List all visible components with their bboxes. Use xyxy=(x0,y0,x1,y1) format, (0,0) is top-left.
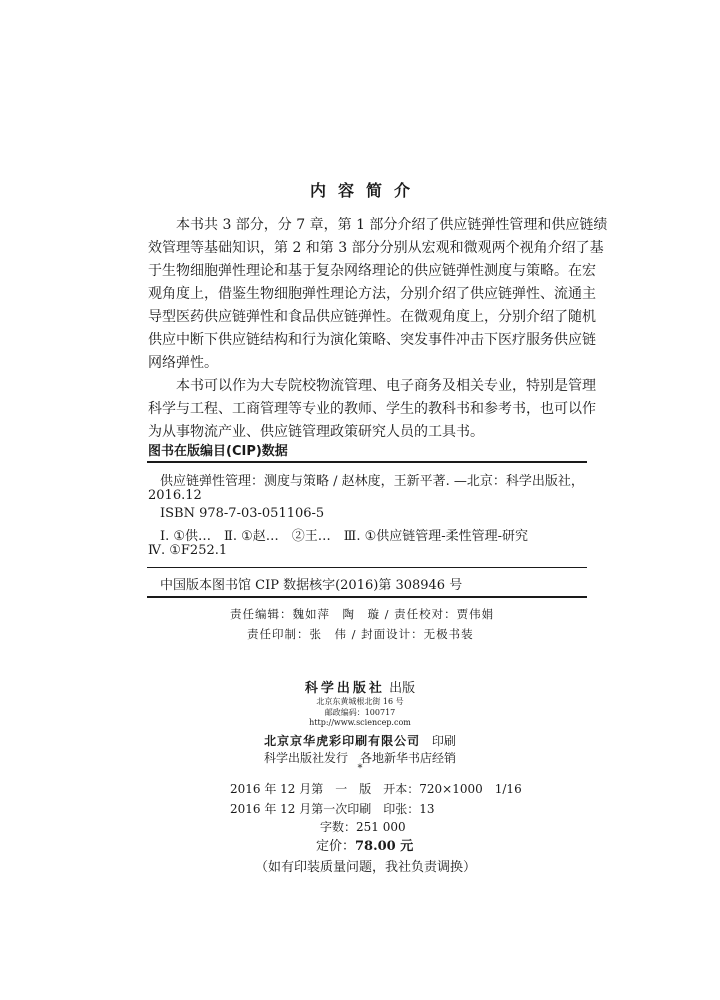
cip-line: Ⅳ. ①F252.1 xyxy=(148,543,228,558)
editor-credit: 责任编辑：魏如萍 陶 璇 / 责任校对：贾伟娟 xyxy=(230,607,495,621)
publisher-line xyxy=(0,677,720,696)
publisher-url: http://www.sciencep.com xyxy=(309,718,411,727)
production-credit: 责任印制：张 伟 / 封面设计：无极书装 xyxy=(247,627,474,641)
cip-line: Ⅰ. ①供… Ⅱ. ①赵… ②王… Ⅲ. ①供应链管理-柔性管理-研究 xyxy=(160,529,529,544)
cip-top-rule xyxy=(147,461,587,463)
paragraph-line: 本书共 3 部分，分 7 章，第 1 部分介绍了供应链弹性管理和供应链绩 xyxy=(148,217,608,233)
printer-line xyxy=(0,732,720,749)
word-count: 字数：251 000 xyxy=(320,820,406,834)
cip-line: 2016.12 xyxy=(148,488,202,503)
printer-suffix: 印刷 xyxy=(431,734,456,748)
paragraph-line: 科学与工程、工商管理等专业的教师、学生的教科书和参考书，也可以作 xyxy=(148,401,596,417)
price-line xyxy=(316,835,413,854)
separator-star: * xyxy=(357,763,363,774)
edition-line: 2016 年 12 月第 一 版 开本：720×1000 1/16 xyxy=(230,782,522,796)
publisher-name: 科学出版社 xyxy=(304,681,385,696)
cip-number: 中国版本图书馆 CIP 数据核字(2016)第 308946 号 xyxy=(160,578,463,593)
cip-middle-rule xyxy=(147,567,587,568)
publisher-address: 北京东黄城根北街 16 号 xyxy=(316,697,404,706)
price-label: 定价： xyxy=(316,839,356,854)
quality-notice: （如有印装质量问题，我社负责调换） xyxy=(255,860,477,875)
paragraph-line: 为从事物流产业、供应链管理政策研究人员的工具书。 xyxy=(148,424,484,440)
paragraph-line: 观角度上，借鉴生物细胞弹性理论方法，分别介绍了供应链弹性、流通主 xyxy=(148,286,596,302)
paragraph-line: 本书可以作为大专院校物流管理、电子商务及相关专业，特别是管理 xyxy=(148,378,596,394)
paragraph-line: 效管理等基础知识，第 2 和第 3 部分分别从宏观和微观两个视角介绍了基 xyxy=(148,240,604,256)
paragraph-line: 于生物细胞弹性理论和基于复杂网络理论的供应链弹性测度与策略。在宏 xyxy=(148,263,596,279)
paragraph-line: 网络弹性。 xyxy=(148,355,218,371)
printer-name: 北京京华虎彩印刷有限公司 xyxy=(264,734,421,748)
paragraph-line: 导型医药供应链弹性和食品供应链弹性。在微观角度上，分别介绍了随机 xyxy=(148,309,596,325)
cip-bottom-rule xyxy=(147,596,587,598)
publisher-postcode: 邮政编码：100717 xyxy=(324,708,396,717)
paragraph-line: 供应中断下供应链结构和行为演化策略、突发事件冲击下医疗服务供应链 xyxy=(148,332,596,348)
publisher-suffix: 出版 xyxy=(389,681,416,696)
printing-line: 2016 年 12 月第一次印刷 印张：13 xyxy=(230,802,435,816)
cip-line: 供应链弹性管理：测度与策略 / 赵林度，王新平著. —北京：科学出版社， xyxy=(160,474,584,489)
distribution-line: 科学出版社发行 各地新华书店经销 xyxy=(263,751,456,765)
price-value: 78.00 元 xyxy=(355,839,414,854)
page-title: 内容简介 xyxy=(309,181,422,200)
cip-heading: 图书在版编目(CIP)数据 xyxy=(148,444,288,459)
cip-line: ISBN 978-7-03-051106-5 xyxy=(160,506,325,521)
